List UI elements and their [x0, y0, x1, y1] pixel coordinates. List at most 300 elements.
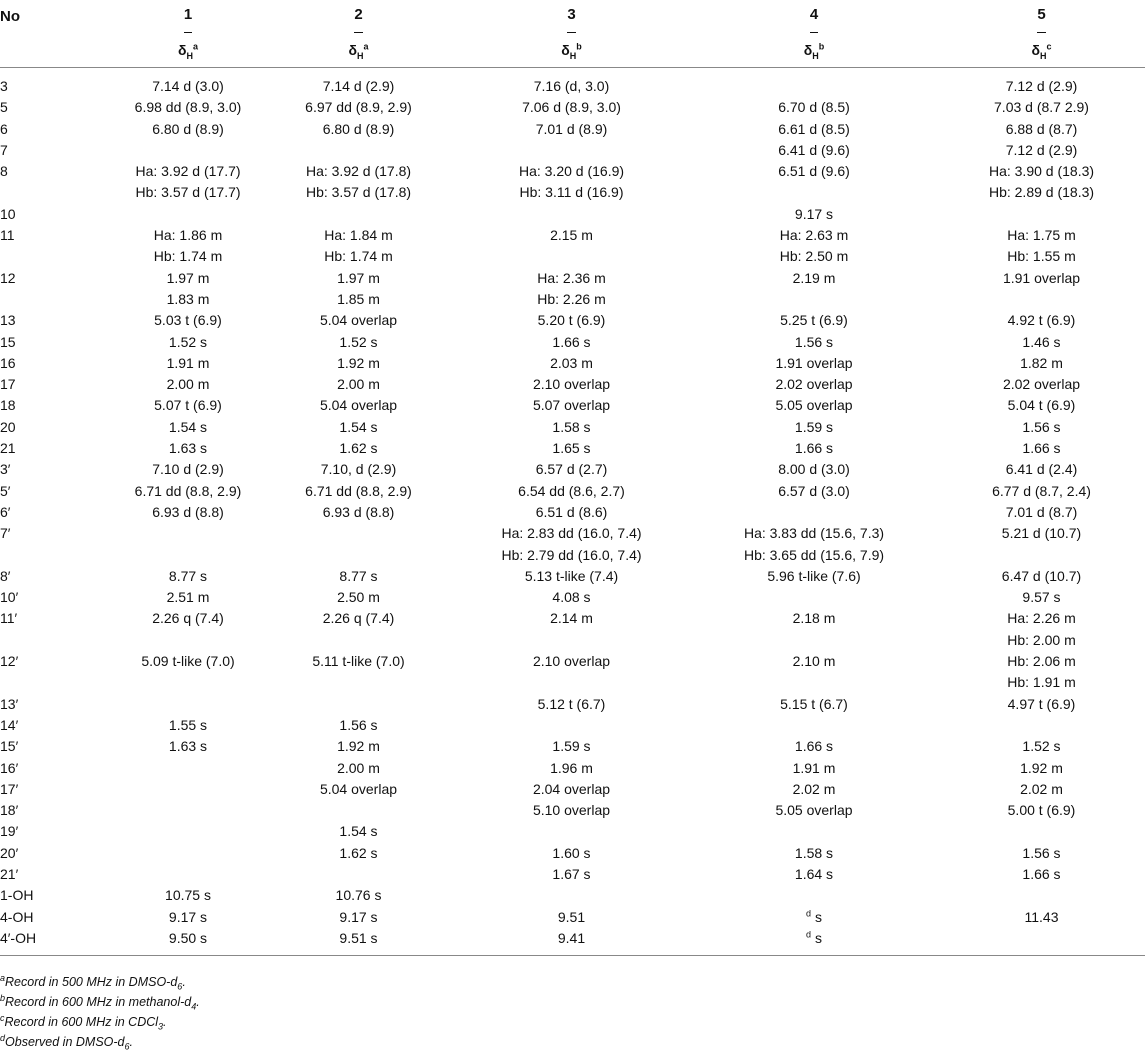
row-label: 12	[0, 269, 16, 286]
table-row	[0, 864, 1145, 885]
shift-cell: 2.19 m	[792, 269, 836, 286]
row-label: 8′	[0, 567, 11, 584]
row-label: 21′	[0, 865, 19, 882]
table-row	[0, 736, 1145, 757]
table-row	[0, 715, 1145, 736]
shift-cell: 7.12 d (2.9)	[1005, 78, 1078, 94]
shift-cell: Ha: 2.36 m	[537, 269, 606, 286]
shift-cell: 5.07 overlap	[532, 397, 611, 414]
shift-cell	[938, 885, 1145, 906]
shift-cell: 2.51 m	[166, 589, 210, 606]
shift-cell: 7.10 d (2.9)	[152, 461, 224, 478]
shift-cell: 5.05 overlap	[775, 802, 853, 819]
row-label	[0, 545, 112, 566]
shift-cell: 2.00 m	[337, 759, 380, 776]
shift-cell: 2.02 overlap	[775, 376, 853, 393]
row-label: 8	[0, 163, 8, 180]
row-label	[0, 289, 112, 310]
shift-cell	[112, 758, 264, 779]
compound-number: 1	[184, 0, 192, 33]
shift-cell: 5.04 overlap	[319, 397, 398, 414]
shift-cell: $^d$ s	[806, 907, 822, 925]
compound-number: 2	[354, 0, 362, 33]
row-label: 7′	[0, 525, 11, 542]
shift-cell: 1.62 s	[339, 440, 378, 457]
shift-cell: 6.70 d (8.5)	[778, 99, 850, 116]
table-row	[0, 289, 1145, 310]
shift-cell	[938, 289, 1145, 310]
shift-cell: 1.64 s	[794, 865, 834, 882]
table-row	[0, 119, 1145, 140]
row-label: 21	[0, 440, 16, 457]
shift-cell	[264, 864, 453, 885]
row-label	[0, 672, 112, 693]
shift-cell: 6.71 dd (8.8, 2.9)	[134, 482, 242, 499]
table-row	[0, 651, 1145, 672]
shift-cell: 9.51 s	[264, 928, 453, 956]
compound-number: 3	[567, 0, 575, 33]
shift-cell: 6.93 d (8.8)	[322, 503, 395, 520]
shift-cell: Hb: 2.50 m	[779, 248, 849, 265]
shift-cell: Ha: 2.63 m	[779, 227, 849, 244]
shift-cell	[112, 800, 264, 821]
shift-cell: 6.88 d (8.7)	[1005, 120, 1078, 137]
shift-cell: 2.26 q (7.4)	[152, 610, 224, 627]
row-label: 15	[0, 333, 16, 350]
shift-cell	[690, 587, 938, 608]
compound-header	[938, 0, 1145, 33]
shift-cell: 6.47 d (10.7)	[1001, 567, 1082, 584]
row-label: 11′	[0, 610, 18, 627]
compound-number: 5	[1037, 0, 1045, 33]
shift-cell: Ha: 3.90 d (18.3)	[988, 163, 1095, 180]
shift-cell	[690, 885, 938, 906]
row-label: 3	[0, 78, 8, 94]
shift-cell	[264, 672, 453, 693]
shift-cell: Ha: 1.86 m	[153, 227, 223, 244]
shift-cell	[690, 630, 938, 651]
shift-cell: Ha: 2.26 m	[1007, 610, 1076, 627]
row-label: 17′	[0, 780, 19, 797]
table-row	[0, 204, 1145, 225]
shift-cell: 1.63 s	[168, 738, 208, 755]
table-row	[0, 928, 1145, 956]
shift-cell: 5.10 overlap	[532, 802, 611, 819]
shift-cell	[690, 182, 938, 203]
shift-cell	[690, 821, 938, 842]
shift-cell: $^d$ s	[690, 928, 938, 956]
row-label: 5′	[0, 482, 11, 499]
row-label	[0, 246, 112, 267]
table-row	[0, 332, 1145, 353]
table-row	[0, 672, 1145, 693]
shift-cell: Hb: 1.74 m	[153, 248, 223, 265]
shift-cell: 6.97 dd (8.9, 2.9)	[305, 99, 412, 116]
table-row	[0, 694, 1145, 715]
shift-cell: 1.91 m	[166, 354, 210, 371]
table-row	[0, 758, 1145, 779]
shift-cell: 9.50 s	[112, 928, 264, 956]
table-row	[0, 438, 1145, 459]
row-label: 5	[0, 99, 8, 116]
shift-cell: 1.92 m	[1020, 759, 1063, 776]
shift-cell: Ha: 3.20 d (16.9)	[518, 163, 625, 180]
shift-cell	[112, 779, 264, 800]
shift-cell: 5.96 t-like (7.6)	[767, 567, 861, 584]
shift-cell: 6.80 d (8.9)	[152, 120, 224, 137]
shift-cell	[690, 68, 938, 98]
shift-cell: 1.54 s	[168, 418, 208, 435]
shift-cell	[690, 502, 938, 523]
shift-cell	[690, 715, 938, 736]
compound-header	[453, 0, 690, 33]
shift-cell: 2.26 q (7.4)	[322, 610, 395, 627]
shift-cell	[938, 821, 1145, 842]
footnote: $^b$Record in 600 MHz in methanol-$d_4$.	[0, 992, 200, 1012]
table-row	[0, 907, 1145, 928]
shift-cell: 6.77 d (8.7, 2.4)	[992, 482, 1091, 499]
table-row	[0, 523, 1145, 544]
shift-cell: 5.25 t (6.9)	[780, 312, 848, 329]
shift-cell	[112, 864, 264, 885]
shift-cell: 8.77 s	[168, 567, 208, 584]
shift-cell: Ha: 3.92 d (17.8)	[305, 163, 412, 180]
compound-header	[690, 0, 938, 33]
shift-cell: 1.96 m	[550, 759, 593, 776]
shift-cell	[264, 545, 453, 566]
shift-cell: 7.06 d (8.9, 3.0)	[522, 99, 621, 116]
table-row	[0, 630, 1145, 651]
table-row	[0, 566, 1145, 587]
shift-cell: Ha: 2.83 dd (16.0, 7.4)	[501, 525, 642, 542]
shift-cell: Hb: 2.26 m	[537, 290, 606, 307]
shift-cell: 7.14 d (3.0)	[152, 78, 224, 94]
shift-cell	[112, 630, 264, 651]
row-label: 16	[0, 354, 16, 371]
shift-cell: Hb: 3.11 d (16.9)	[519, 184, 624, 201]
shift-cell: 1.92 m	[337, 354, 380, 371]
shift-cell: 6.51 d (8.6)	[535, 503, 608, 520]
shift-cell: 1.97 m	[337, 269, 380, 286]
shift-cell: 10.76 s	[335, 887, 382, 904]
shift-cell: 9.51	[557, 908, 586, 925]
shift-cell: 7.03 d (8.7 2.9)	[994, 99, 1089, 116]
delta-header: $\delta_H^a$	[264, 33, 453, 68]
shift-cell: 1.54 s	[339, 823, 378, 840]
shift-cell	[938, 928, 1145, 956]
shift-cell	[112, 821, 264, 842]
table-row	[0, 68, 1145, 98]
shift-cell	[264, 523, 453, 544]
shift-cell: 1.91 overlap	[1002, 269, 1081, 286]
compound-header	[264, 0, 453, 33]
row-label: 16′	[0, 759, 19, 776]
shift-cell: 1.66 s	[794, 738, 834, 755]
shift-cell	[264, 694, 453, 715]
shift-cell: 11.43	[1024, 908, 1059, 925]
shift-cell: 1.66 s	[1022, 440, 1061, 457]
shift-cell: 6.57 d (2.7)	[535, 461, 608, 478]
shift-cell: 1.60 s	[552, 844, 591, 861]
table-body	[0, 68, 1145, 956]
row-label: 17	[0, 376, 16, 393]
row-label: 20′	[0, 844, 19, 861]
shift-cell: Ha: 3.92 d (17.7)	[135, 163, 241, 180]
table-row	[0, 97, 1145, 118]
table-row	[0, 140, 1145, 161]
delta-header: $\delta_H^c$	[938, 33, 1145, 68]
delta-header: $\delta_H^b$	[690, 33, 938, 68]
shift-cell	[453, 672, 690, 693]
shift-cell: Ha: 1.84 m	[324, 227, 393, 244]
row-label: 18′	[0, 802, 19, 819]
shift-cell	[112, 694, 264, 715]
shift-cell: 2.00 m	[166, 376, 210, 393]
shift-cell: 2.15 m	[550, 227, 593, 244]
shift-cell: 1.54 s	[339, 418, 378, 435]
shift-cell	[938, 715, 1145, 736]
shift-cell: 2.10 overlap	[532, 376, 611, 393]
row-label: 10′	[0, 589, 19, 606]
row-label: 19′	[0, 823, 19, 840]
shift-cell: 5.03 t (6.9)	[154, 312, 222, 329]
shift-cell: 1.55 s	[168, 716, 208, 733]
row-label	[0, 182, 112, 203]
row-label: 12′	[0, 653, 19, 670]
compound-number: 4	[810, 0, 818, 33]
shift-cell: 1.59 s	[552, 738, 591, 755]
row-label	[0, 630, 112, 651]
shift-cell: 7.01 d (8.7)	[1005, 503, 1078, 520]
shift-cell: 5.11 t-like (7.0)	[312, 653, 405, 670]
table-row	[0, 310, 1145, 331]
shift-cell: 1.66 s	[794, 440, 834, 457]
shift-cell: 4.08 s	[552, 589, 591, 606]
shift-cell	[453, 885, 690, 906]
table-row	[0, 821, 1145, 842]
row-label: 4′-OH	[0, 928, 112, 956]
shift-cell: Hb: 2.79 dd (16.0, 7.4)	[501, 546, 642, 563]
shift-cell: 1.92 m	[337, 738, 380, 755]
shift-cell: 2.10 m	[792, 653, 836, 670]
table-row	[0, 779, 1145, 800]
table-row	[0, 417, 1145, 438]
table-row	[0, 225, 1145, 246]
shift-cell: 2.02 overlap	[1002, 376, 1081, 393]
table-row	[0, 353, 1145, 374]
shift-cell: 5.09 t-like (7.0)	[141, 653, 235, 670]
shift-cell: 2.10 overlap	[532, 653, 611, 670]
shift-cell: Hb: 3.65 dd (15.6, 7.9)	[743, 546, 885, 563]
shift-cell: 5.20 t (6.9)	[537, 312, 606, 329]
shift-cell: 5.15 t (6.7)	[780, 695, 848, 712]
row-label: 13′	[0, 695, 19, 712]
shift-cell	[112, 140, 264, 161]
shift-cell: 2.00 m	[337, 376, 380, 393]
no-column-header: No	[0, 7, 20, 25]
shift-cell: 7.14 d (2.9)	[322, 78, 395, 94]
shift-cell: Hb: 1.91 m	[1007, 674, 1076, 691]
shift-cell	[453, 821, 690, 842]
shift-cell: 1.56 s	[1022, 844, 1061, 861]
row-label: 11	[0, 227, 15, 244]
footnotes	[0, 972, 200, 1052]
row-label: 14′	[0, 716, 19, 733]
shift-cell: 2.14 m	[550, 610, 593, 627]
shift-cell: 2.50 m	[337, 589, 380, 606]
shift-cell	[690, 672, 938, 693]
row-label: 6	[0, 120, 8, 137]
table-row	[0, 374, 1145, 395]
shift-cell	[453, 715, 690, 736]
compound-header-row	[0, 0, 1145, 33]
shift-cell: Hb: 3.57 d (17.7)	[135, 184, 241, 201]
shift-cell: Ha: 1.75 m	[1007, 227, 1076, 244]
shift-cell	[264, 204, 453, 225]
shift-cell: 1.83 m	[166, 290, 210, 307]
row-label: 6′	[0, 503, 11, 520]
shift-cell: 7.01 d (8.9)	[535, 120, 608, 137]
shift-cell: 5.04 t (6.9)	[1007, 397, 1076, 414]
row-label: 1-OH	[0, 887, 34, 904]
shift-cell: 1.59 s	[794, 418, 834, 435]
shift-cell: Hb: 1.55 m	[1007, 248, 1076, 265]
shift-cell	[112, 545, 264, 566]
delta-header: $\delta_H^a$	[112, 33, 264, 68]
shift-cell: 1.46 s	[1022, 333, 1061, 350]
shift-cell: Hb: 2.06 m	[1007, 653, 1076, 670]
shift-cell: Hb: 1.74 m	[324, 248, 393, 265]
table-row	[0, 545, 1145, 566]
delta-header-row	[0, 33, 1145, 68]
shift-cell: 9.17 s	[339, 908, 378, 925]
shift-cell: 6.98 dd (8.9, 3.0)	[134, 99, 242, 116]
shift-cell: 5.07 t (6.9)	[154, 397, 222, 414]
row-label: 7	[0, 141, 8, 158]
shift-cell: 7.10, d (2.9)	[320, 461, 397, 478]
shift-cell	[690, 289, 938, 310]
shift-cell: 2.03 m	[550, 354, 593, 371]
compound-header	[112, 0, 264, 33]
table-row	[0, 502, 1145, 523]
shift-cell: 6.93 d (8.8)	[152, 503, 224, 520]
row-label: 4-OH	[0, 908, 34, 925]
shift-cell	[264, 630, 453, 651]
shift-cell	[264, 800, 453, 821]
delta-header-empty	[0, 33, 112, 68]
shift-cell: 9.57 s	[1022, 589, 1061, 606]
shift-cell: 6.57 d (3.0)	[778, 482, 850, 499]
shift-cell: 5.12 t (6.7)	[537, 695, 606, 712]
shift-cell: 1.97 m	[166, 269, 210, 286]
footnote: $^c$Record in 600 MHz in CDCl$_3$.	[0, 1012, 167, 1032]
shift-cell: 1.58 s	[552, 418, 591, 435]
shift-cell: 6.54 dd (8.6, 2.7)	[518, 482, 625, 499]
shift-cell: 7.12 d (2.9)	[1005, 141, 1078, 158]
shift-cell: 8.77 s	[339, 567, 378, 584]
shift-cell: Hb: 2.00 m	[1007, 631, 1076, 648]
shift-cell: 1.66 s	[1022, 865, 1061, 882]
table-row	[0, 885, 1145, 906]
shift-cell: 1.56 s	[794, 333, 834, 350]
shift-cell	[453, 140, 690, 161]
shift-cell: 1.56 s	[1022, 418, 1061, 435]
table-row	[0, 800, 1145, 821]
shift-cell: 5.13 t-like (7.4)	[524, 567, 619, 584]
shift-cell: 6.41 d (2.4)	[1005, 461, 1078, 478]
row-label: 13	[0, 312, 16, 329]
shift-cell: 2.02 m	[1020, 780, 1063, 797]
shift-cell: 2.18 m	[792, 610, 836, 627]
shift-cell	[938, 545, 1145, 566]
shift-cell	[264, 140, 453, 161]
shift-cell	[112, 523, 264, 544]
shift-cell: Hb: 2.89 d (18.3)	[988, 184, 1095, 201]
shift-cell: Ha: 3.83 dd (15.6, 7.3)	[743, 525, 885, 542]
shift-cell: 9.17 s	[168, 908, 208, 925]
footnote: $^a$Record in 500 MHz in DMSO-$d_6$.	[0, 972, 186, 992]
shift-cell	[112, 204, 264, 225]
shift-cell: 1.65 s	[552, 440, 591, 457]
table-row	[0, 395, 1145, 416]
shift-cell: 1.63 s	[168, 440, 208, 457]
delta-header: $\delta_H^b$	[453, 33, 690, 68]
row-label: 15′	[0, 738, 19, 755]
shift-cell: 1.82 m	[1020, 354, 1063, 371]
shift-cell	[453, 246, 690, 267]
shift-cell: 1.62 s	[339, 844, 378, 861]
shift-cell: 6.51 d (9.6)	[778, 163, 850, 180]
shift-cell: 1.66 s	[552, 333, 591, 350]
table-row	[0, 161, 1145, 182]
shift-cell: 10.75 s	[165, 887, 211, 904]
shift-cell: 6.80 d (8.9)	[322, 120, 395, 137]
row-label: 20	[0, 418, 16, 435]
shift-cell: 5.04 overlap	[319, 780, 398, 797]
shift-cell: 5.05 overlap	[775, 397, 853, 414]
shift-cell: 4.92 t (6.9)	[1007, 312, 1076, 329]
shift-cell: 1.85 m	[337, 290, 380, 307]
table-row	[0, 587, 1145, 608]
shift-cell: 6.71 dd (8.8, 2.9)	[305, 482, 412, 499]
shift-cell: 5.04 overlap	[319, 312, 398, 329]
table-row	[0, 246, 1145, 267]
shift-cell: 5.21 d (10.7)	[1001, 525, 1082, 542]
shift-cell: 9.41	[453, 928, 690, 956]
shift-cell	[938, 204, 1145, 225]
table-row	[0, 182, 1145, 203]
table-row	[0, 268, 1145, 289]
shift-cell: 1.91 m	[792, 759, 836, 776]
table-row	[0, 481, 1145, 502]
shift-cell: 1.58 s	[794, 844, 834, 861]
shift-cell: 1.52 s	[1022, 738, 1061, 755]
shift-cell: 1.52 s	[339, 333, 378, 350]
shift-cell	[453, 204, 690, 225]
shift-cell: 6.61 d (8.5)	[778, 120, 850, 137]
footnote: $^d$Observed in DMSO-$d_6$.	[0, 1032, 133, 1052]
shift-cell: 8.00 d (3.0)	[778, 461, 850, 478]
shift-cell: 4.97 t (6.9)	[1007, 695, 1076, 712]
shift-cell: Hb: 3.57 d (17.8)	[305, 184, 412, 201]
shift-cell: 5.00 t (6.9)	[1007, 802, 1076, 819]
shift-cell: 7.16 (d, 3.0)	[533, 78, 610, 94]
table-row	[0, 843, 1145, 864]
shift-cell: 2.04 overlap	[532, 780, 611, 797]
shift-cell	[453, 630, 690, 651]
table-row	[0, 608, 1145, 629]
shift-cell	[112, 672, 264, 693]
